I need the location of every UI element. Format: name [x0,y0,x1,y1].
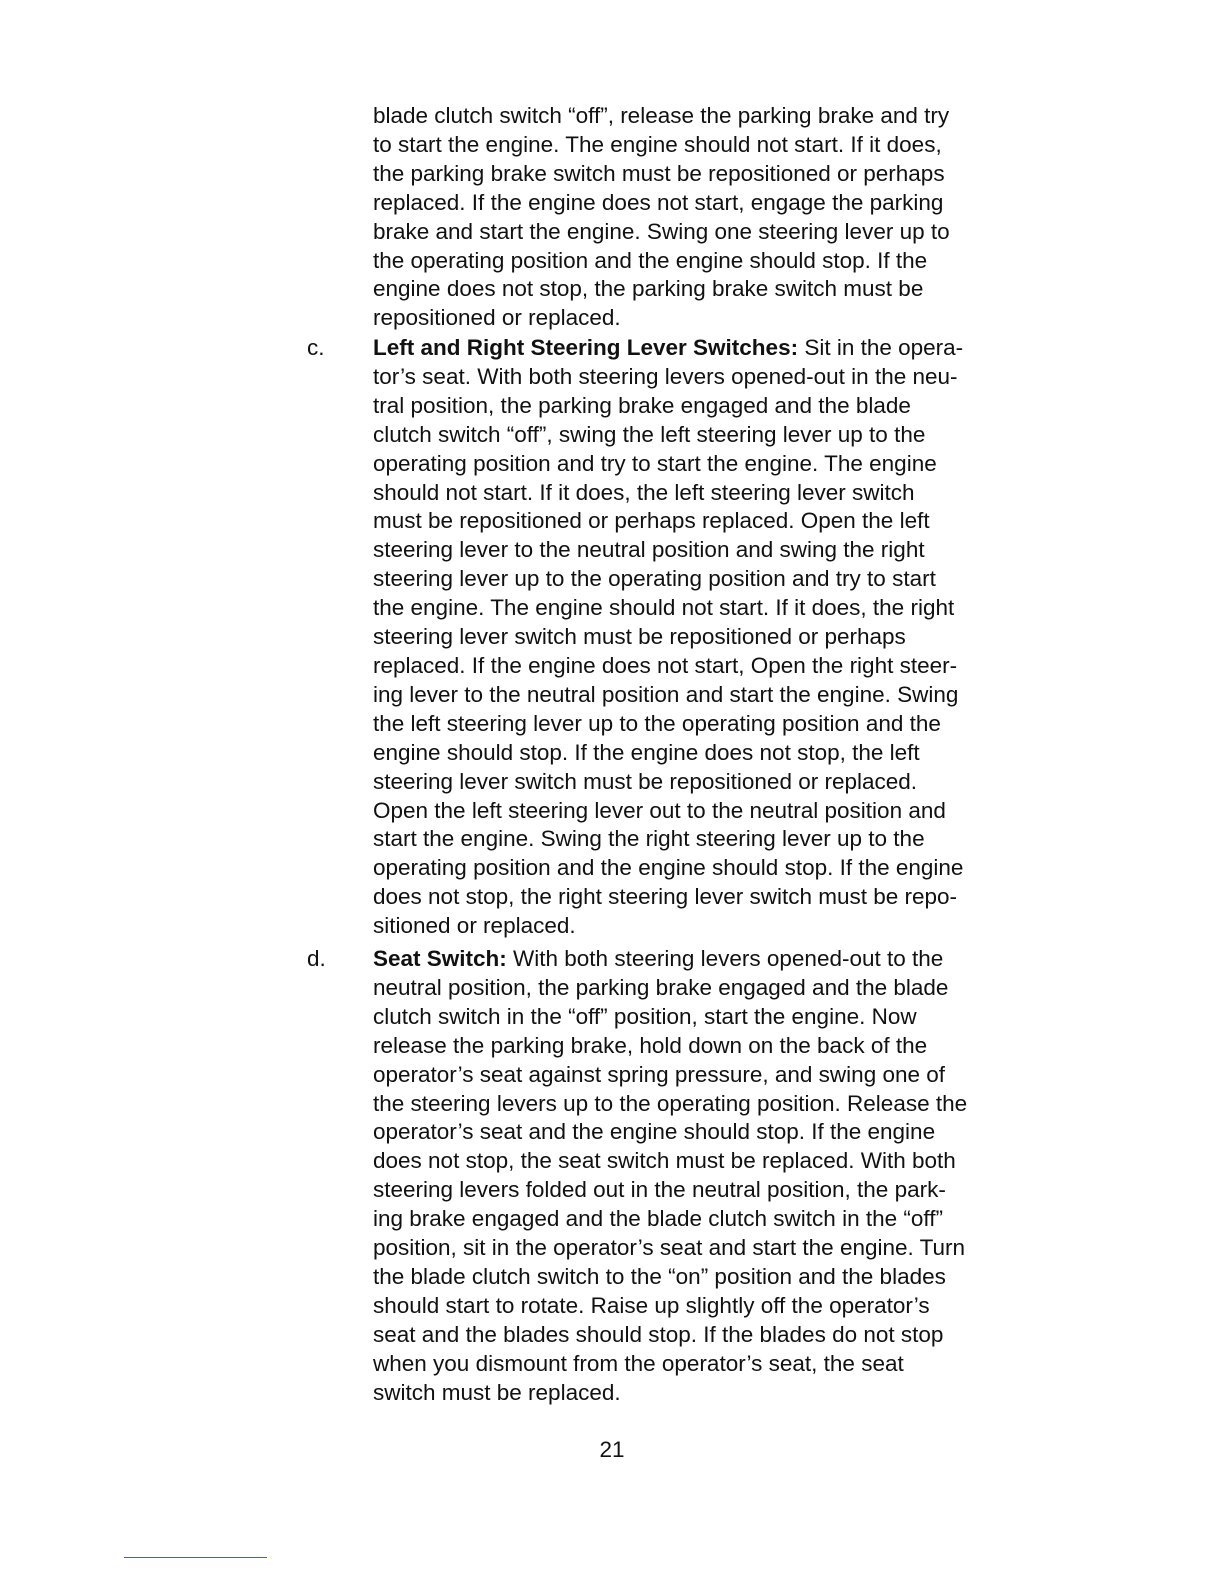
text-line: operating position and try to start the engine. The engine [373,450,937,476]
text-line: tral position, the parking brake engaged and the blade [373,392,911,418]
text-line: switch must be replaced. [373,1379,621,1405]
text-line: steering levers folded out in the neutral position, the park- [373,1177,946,1203]
text-line: operating position and the engine should stop. If the engine [373,855,964,881]
text-line [373,945,1013,974]
item-c-steering-lever-switches [373,334,1013,941]
text-line: should start to rotate. Raise up slightly off the operator’s [373,1292,930,1318]
item-c-first-line-text: Sit in the opera- [798,335,964,360]
text-line: when you dismount from the operator’s seat, the seat [373,1350,904,1376]
text-line: steering lever to the neutral position and swing the right [373,537,925,563]
text-line: blade clutch switch “off”, release the parking brake and try [373,103,950,128]
text-line: the operating position and the engine should stop. If the [373,247,928,273]
text-line: brake and start the engine. Swing one steering lever up to [373,218,950,244]
text-line: clutch switch in the “off” position, start the engine. Now [373,1003,917,1029]
text-line: clutch switch “off”, swing the left steering lever up to the [373,421,926,447]
text-line: replaced. If the engine does not start, Open the right steer- [373,652,958,678]
text-line: must be repositioned or perhaps replaced. Open the left [373,508,930,534]
text-line: sitioned or replaced. [373,913,576,939]
text-line: Open the left steering lever out to the neutral position and [373,797,946,823]
text-line: replaced. If the engine does not start, engage the parking [373,189,944,215]
text-line: release the parking brake, hold down on the back of the [373,1032,928,1058]
text-line: seat and the blades should stop. If the blades do not stop [373,1321,944,1347]
text-line: does not stop, the seat switch must be replaced. With both [373,1148,956,1174]
text-line: the parking brake switch must be repositioned or perhaps [373,160,945,186]
text-line: steering lever switch must be repositioned or replaced. [373,768,918,794]
text-line: the blade clutch switch to the “on” position and the blades [373,1263,946,1289]
text-line: steering lever switch must be repositioned or perhaps [373,624,906,650]
text-line: operator’s seat against spring pressure, and swing one of [373,1061,946,1087]
text-line: tor’s seat. With both steering levers opened-out in the neu- [373,363,958,389]
text-line: the steering levers up to the operating position. Release the [373,1090,968,1116]
text-line: steering lever up to the operating position and try to start [373,566,936,592]
item-d-first-line-text: With both steering levers opened-out to the [506,946,944,971]
item-d-heading: Seat Switch: [373,946,507,971]
text-line: ing brake engaged and the blade clutch switch in the “off” [373,1206,943,1232]
text-line: does not stop, the right steering lever switch must be repo- [373,884,958,910]
text-line: start the engine. Swing the right steering lever up to the [373,826,925,852]
item-d-seat-switch [373,945,1013,1408]
page-number: 21 [599,1437,625,1462]
text-line: neutral position, the parking brake engaged and the blade [373,974,949,1000]
intro-paragraph [373,102,1013,333]
text-line: to start the engine. The engine should not start. If it does, [373,131,942,157]
footnote-divider [124,1557,267,1558]
text-line: the left steering lever up to the operating position and the [373,710,941,736]
item-c-heading: Left and Right Steering Lever Switches: [373,335,799,360]
text-line: engine does not stop, the parking brake switch must be [373,276,924,302]
text-line: ing lever to the neutral position and start the engine. Swing [373,681,959,707]
text-line: position, sit in the operator’s seat and start the engine. Turn [373,1235,966,1261]
list-marker-d: d. [307,946,326,971]
text-line: should not start. If it does, the left steering lever switch [373,479,915,505]
text-line [373,334,1013,363]
text-line: engine should stop. If the engine does not stop, the left [373,739,920,765]
text-line: repositioned or replaced. [373,305,621,331]
list-marker-c: c. [307,335,325,360]
text-line: the engine. The engine should not start. If it does, the right [373,595,955,621]
text-line: operator’s seat and the engine should stop. If the engine [373,1119,936,1145]
